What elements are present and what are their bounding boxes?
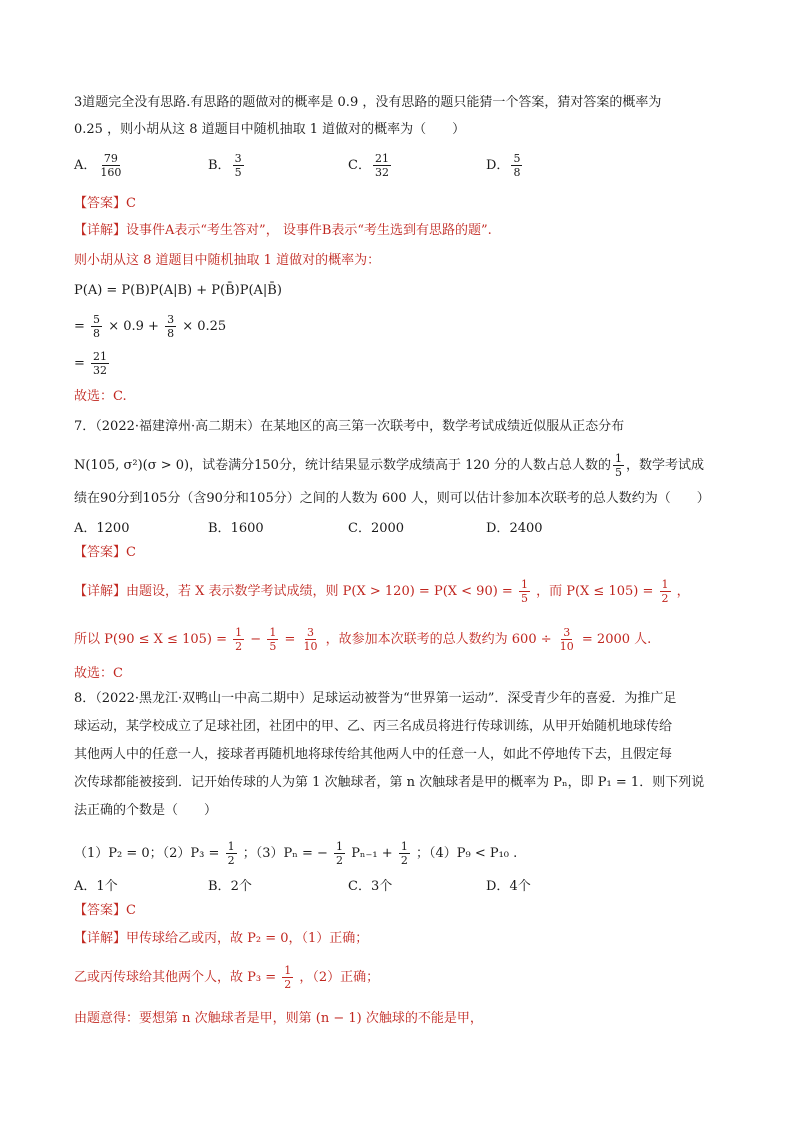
q6-formula-line3: = $\frac{21}{32}$ (74, 350, 108, 377)
q8-stem-line3: 其他两人中的任意一人，接球者再随机地将球传给其他两人中的任意一人，如此不停地传下去，且假定每 (74, 747, 673, 762)
q7-option-a: A．1200 (74, 521, 130, 536)
q7-answer: 【答案】C (74, 545, 136, 560)
q8-stem-line4: 次传球都能被接到．记开始传球的人为第 1 次触球者，第 n 次触球者是甲的概率为 Pₙ，即 P₁ = 1．则下列说 (74, 775, 705, 790)
q6-conclusion: 故选：C. (74, 389, 127, 404)
q8-option-b: B．2个 (208, 879, 252, 894)
q6-option-c: C． $\frac{21}{32}$ (348, 152, 389, 179)
q7-stem-line1: 7．（2022·福建漳州·高二期末）在某地区的高三第一次联考中，数学考试成绩近似服从正态分布 (74, 419, 625, 434)
q7-detail-line2: 所以 P(90 ≤ X ≤ 105) = $\frac{1}{2}$ − $\frac{1}{5}$ = $\frac{3}{10}$ ，故参加本次联考的总人数约为 600 ÷ $\frac{3}{10}$ = 2000 人. (74, 626, 652, 653)
q6-option-a: A． $\frac{79}{160}$ (74, 152, 122, 179)
q8-stem-line5: 法正确的个数是（ ） (74, 803, 218, 818)
q6-formula-line1: P(A) = P(B)P(A|B) + P(B̄)P(A|B̄) (74, 283, 282, 298)
q7-option-b: B．1600 (208, 521, 264, 536)
q8-detail-line2: 乙或丙传球给其他两个人，故 P₃ = $\frac{1}{2}$ ，（2）正确； (74, 964, 380, 991)
q7-stem-line2: N(105, σ²)(σ > 0)，试卷满分150分，统计结果显示数学成绩高于 120 分的人数占总人数的 $\frac{1}{5}$ ，数学考试成 (74, 452, 705, 479)
q6-stem-line1: 3道题完全没有思路.有思路的题做对的概率是 0.9 ，没有思路的题只能猜一个答案，猜对答案的概率为 (74, 95, 662, 110)
q7-option-d: D．2400 (486, 521, 543, 536)
q7-stem-line3: 绩在90分到105分（含90分和105分）之间的人数为 600 人，则可以估计参加本次联考的总人数约为（ ） (74, 491, 710, 506)
q6-option-b: B． $\frac{3}{5}$ (208, 152, 242, 179)
q7-option-c: C．2000 (348, 521, 405, 536)
q8-option-a: A．1个 (74, 879, 118, 894)
q7-conclusion: 故选：C (74, 666, 123, 681)
q7-detail-line1: 【详解】由题设，若 X 表示数学考试成绩，则 P(X > 120) = P(X < 90) = $\frac{1}{5}$ ，而 P(X ≤ 105) = $\frac{1}{2}$ ， (74, 578, 690, 605)
q8-detail-line3: 由题意得：要想第 n 次触球者是甲，则第 (n − 1) 次触球的不能是甲， (74, 1011, 483, 1026)
q6-detail-line2: 则小胡从这 8 道题目中随机抽取 1 道做对的概率为： (74, 253, 381, 268)
q6-detail-line1: 【详解】设事件A表示“考生答对”， 设事件B表示“考生选到有思路的题”. (74, 223, 492, 238)
q8-option-c: C．3个 (348, 879, 393, 894)
q8-stem-line1: 8．（2022·黑龙江·双鸭山一中高二期中）足球运动被誉为“世界第一运动”．深受青少年的喜爱．为推广足 (74, 691, 677, 706)
q8-stem-line2: 球运动，某学校成立了足球社团，社团中的甲、乙、丙三名成员将进行传球训练，从甲开始随机地球传给 (74, 719, 673, 734)
q8-statements: （1）P₂ = 0；（2）P₃ = $\frac{1}{2}$ ；（3）Pₙ = − $\frac{1}{2}$ Pₙ₋₁ + $\frac{1}{2}$ ；（4）P₉ < P₁₀ . (74, 840, 518, 867)
q8-answer: 【答案】C (74, 903, 136, 918)
q8-detail-line1: 【详解】甲传球给乙或丙，故 P₂ = 0，（1）正确； (74, 931, 369, 946)
q6-formula-line2: = $\frac{5}{8}$ × 0.9 + $\frac{3}{8}$ × 0.25 (74, 313, 227, 340)
q6-option-d: D． $\frac{5}{8}$ (486, 152, 521, 179)
q8-option-d: D．4个 (486, 879, 531, 894)
q6-answer: 【答案】C (74, 196, 136, 211)
q6-stem-line2: 0.25 ，则小胡从这 8 道题目中随机抽取 1 道做对的概率为（ ） (74, 122, 466, 137)
